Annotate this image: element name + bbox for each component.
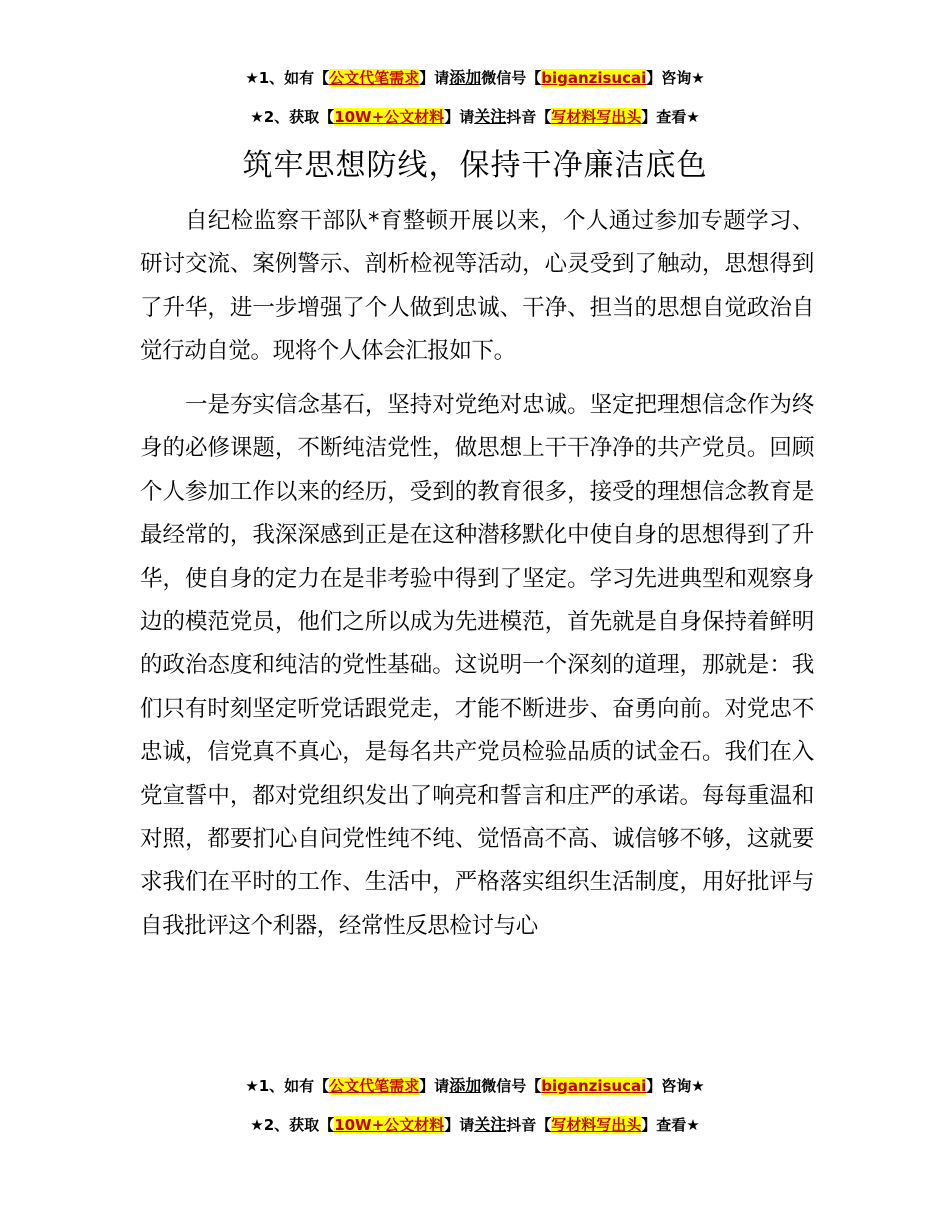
document-title: 筑牢思想防线，保持干净廉洁底色 xyxy=(242,148,708,183)
banner-highlight: 写材料写出头 xyxy=(551,1116,642,1134)
banner-highlight: 公文代笔需求 xyxy=(329,1077,420,1095)
banner-highlight: 写材料写出头 xyxy=(551,108,642,126)
banner-highlight: biganzisucai xyxy=(541,1077,647,1095)
banner-emphasis: 添加 xyxy=(449,68,482,87)
body-paragraph-1: 自纪检监察干部队*育整顿开展以来，个人通过参加专题学习、研讨交流、案例警示、剖析检视等活动，心灵受到了触动，思想得到了升华，进一步增强了个人做到忠诚、干净、担当的思想自觉政治自觉行动自觉。现将个人体会汇报如下。 xyxy=(140,208,814,365)
banner-text: 】请 xyxy=(444,1116,475,1134)
banner-text: 】查看★ xyxy=(641,108,700,126)
banner-emphasis: 添加 xyxy=(449,1076,482,1095)
banner-text: 抖音【 xyxy=(506,1116,552,1134)
banner-highlight: 10W+公文材料 xyxy=(334,108,445,126)
top-banner-line-2 xyxy=(0,107,950,127)
banner-text: ★2、获取【 xyxy=(250,108,335,126)
banner-text: ★2、获取【 xyxy=(250,1116,335,1134)
top-banner-line-1 xyxy=(0,68,950,88)
banner-text: 】请 xyxy=(419,1077,450,1095)
bottom-banner-line-2 xyxy=(0,1115,950,1135)
banner-text: 】咨询★ xyxy=(646,1077,705,1095)
banner-highlight: 公文代笔需求 xyxy=(329,69,420,87)
banner-emphasis: 关注 xyxy=(474,1115,507,1134)
banner-text: 微信号【 xyxy=(481,69,542,87)
banner-text: 抖音【 xyxy=(506,108,552,126)
banner-text: 】查看★ xyxy=(641,1116,700,1134)
bottom-banner-line-1 xyxy=(0,1076,950,1096)
banner-emphasis: 关注 xyxy=(474,107,507,126)
banner-text: 】请 xyxy=(419,69,450,87)
banner-text: ★1、如有【 xyxy=(245,1077,330,1095)
banner-highlight: biganzisucai xyxy=(541,69,647,87)
banner-highlight: 10W+公文材料 xyxy=(334,1116,445,1134)
body-paragraph-2: 一是夯实信念基石，坚持对党绝对忠诚。坚定把理想信念作为终身的必修课题，不断纯洁党性，做思想上干干净净的共产党员。回顾个人参加工作以来的经历，受到的教育很多，接受的理想信念教育是最经常的，我深深感到正是在这种潜移默化中使自身的思想得到了升华，使自身的定力在是非考验中得到了坚定。学习先进典型和观察身边的模范党员，他们之所以成为先进模范，首先就是自身保持着鲜明的政治态度和纯洁的党性基础。这说明一个深刻的道理，那就是：我们只有时刻坚定听党话跟党走，才能不断进步、奋勇向前。对党忠不忠诚，信党真不真心，是每名共产党员检验品质的试金石。我们在入党宣誓中，都对党组织发出了响亮和誓言和庄严的承诺。每每重温和对照，都要扪心自问党性纯不纯、觉悟高不高、诚信够不够，这就要求我们在平时的工作、生活中，严格落实组织生活制度，用好批评与自我批评这个利器，经常性反思检讨与心 xyxy=(140,392,814,939)
banner-text: 微信号【 xyxy=(481,1077,542,1095)
banner-text: 】咨询★ xyxy=(646,69,705,87)
banner-text: ★1、如有【 xyxy=(245,69,330,87)
banner-text: 】请 xyxy=(444,108,475,126)
